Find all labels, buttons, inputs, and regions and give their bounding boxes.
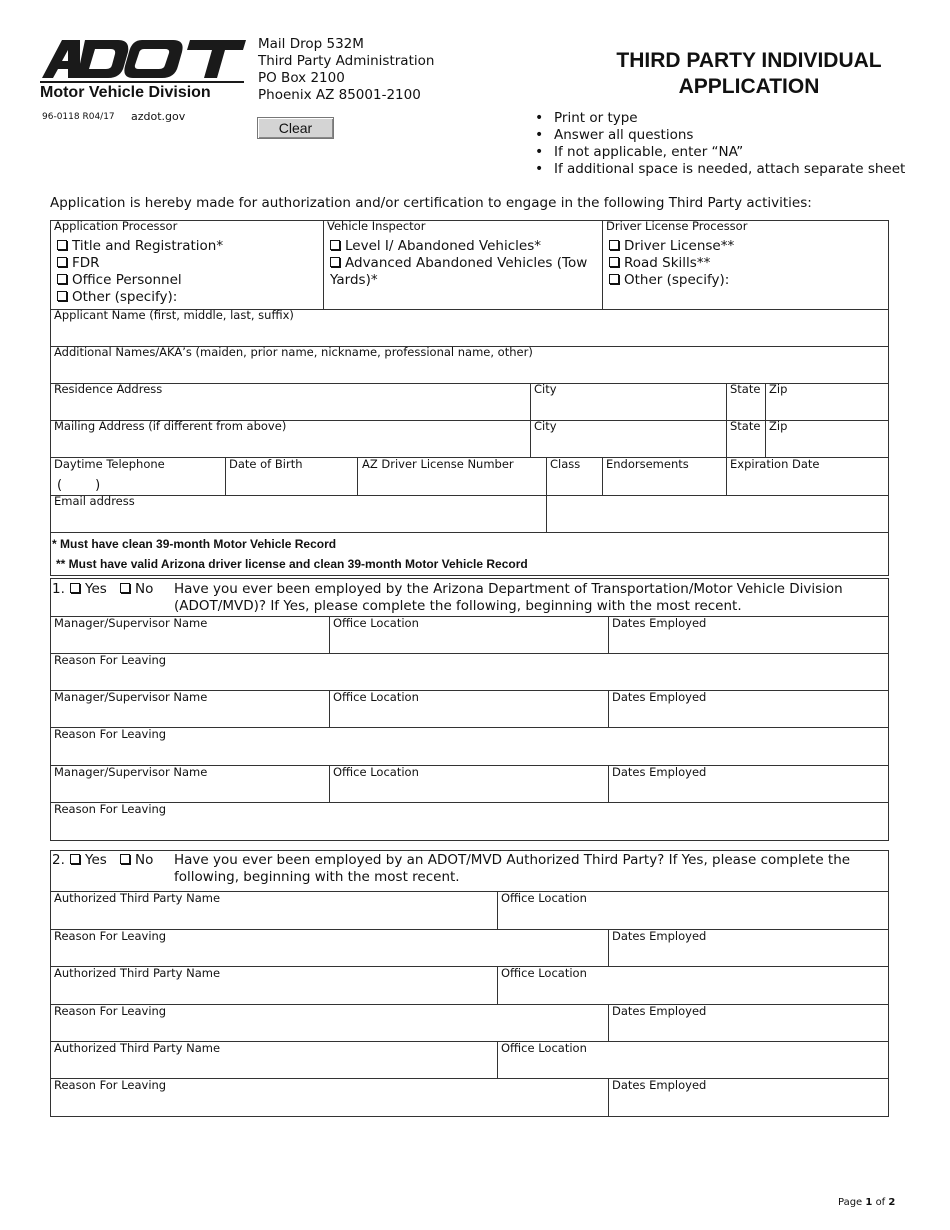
mail-line: PO Box 2100 [258, 70, 345, 86]
class-label: Class [550, 457, 581, 471]
q1-yes-checkbox[interactable]: Yes [70, 581, 107, 598]
instruction-item: • If additional space is needed, attach separate sheet [535, 161, 905, 178]
instruction-item: • If not applicable, enter “NA” [535, 144, 905, 161]
checkbox-icon [57, 291, 67, 301]
website: azdot.gov [131, 110, 186, 123]
office-label: Office Location [501, 966, 587, 980]
aka-label: Additional Names/AKA’s (maiden, prior name, nickname, professional name, other) [54, 345, 533, 359]
mail-line: Phoenix AZ 85001-2100 [258, 87, 421, 103]
app-processor-heading: Application Processor [54, 219, 178, 233]
residence-row [50, 383, 889, 421]
manager-label: Manager/Supervisor Name [54, 690, 208, 704]
city-label: City [534, 382, 557, 396]
checkbox-icon [609, 240, 619, 250]
state-label: State [730, 419, 761, 433]
q2-text-line: Have you ever been employed by an ADOT/MVD Authorized Third Party? If Yes, please complete the [174, 852, 851, 868]
checkbox-icon [70, 583, 80, 593]
checkbox-icon [120, 854, 130, 864]
dob-label: Date of Birth [229, 457, 303, 471]
instructions-list [535, 110, 905, 178]
title-line: THIRD PARTY INDIVIDUAL [616, 49, 882, 72]
dates-label: Dates Employed [612, 616, 707, 630]
checkbox-icon [120, 583, 130, 593]
reason-label: Reason For Leaving [54, 929, 167, 943]
q2-text-line: following, beginning with the most recent. [174, 869, 460, 885]
vehicle-inspector-heading: Vehicle Inspector [327, 219, 426, 233]
checkbox-icon [330, 257, 340, 267]
manager-label: Manager/Supervisor Name [54, 765, 208, 779]
dl-processor-heading: Driver License Processor [606, 219, 748, 233]
dates-label: Dates Employed [612, 929, 707, 943]
advanced-abandoned-continued: Yards)* [330, 272, 378, 288]
office-label: Office Location [333, 765, 419, 779]
office-label: Office Location [501, 1041, 587, 1055]
q1-text [174, 581, 843, 615]
zip-label: Zip [769, 419, 788, 433]
mail-line: Mail Drop 532M [258, 36, 364, 52]
city-label: City [534, 419, 557, 433]
checkbox-icon [609, 257, 619, 267]
checkbox-icon [609, 274, 619, 284]
dl-number-label: AZ Driver License Number [362, 457, 514, 471]
phone-label: Daytime Telephone [54, 457, 165, 471]
checkbox-level-one[interactable]: Level I/ Abandoned Vehicles* [330, 238, 541, 255]
email-row [50, 495, 889, 533]
q2-no-checkbox[interactable]: No [120, 852, 153, 869]
note-two: ** Must have valid Arizona driver license and clean 39-month Motor Vehicle Record [56, 557, 528, 571]
instruction-item: • Print or type [535, 110, 905, 127]
checkbox-icon [57, 240, 67, 250]
endorsements-label: Endorsements [606, 457, 689, 471]
checkbox-dl-other[interactable]: Other (specify): [609, 272, 729, 289]
checkbox-icon [70, 854, 80, 864]
reason-label: Reason For Leaving [54, 727, 167, 741]
note-one: * Must have clean 39-month Motor Vehicle Record [52, 537, 337, 551]
expiration-label: Expiration Date [730, 457, 820, 471]
division-name: Motor Vehicle Division [40, 84, 211, 101]
checkbox-road-skills[interactable]: Road Skills** [609, 255, 710, 272]
dates-label: Dates Employed [612, 690, 707, 704]
q1-text-line: Have you ever been employed by the Arizona Department of Transportation/Motor Vehicle Division [174, 581, 843, 597]
instruction-item: • Answer all questions [535, 127, 905, 144]
applicant-name-label: Applicant Name (first, middle, last, suffix) [54, 308, 294, 322]
reason-label: Reason For Leaving [54, 1004, 167, 1018]
checkbox-fdr[interactable]: FDR [57, 255, 100, 272]
checkbox-app-other[interactable]: Other (specify): [57, 289, 177, 306]
q1-text-line: (ADOT/MVD)? If Yes, please complete the following, beginning with the most recent. [174, 598, 742, 614]
q2-yes-checkbox[interactable]: Yes [70, 852, 107, 869]
state-label: State [730, 382, 761, 396]
clear-button[interactable]: Clear [257, 117, 334, 139]
email-label: Email address [54, 494, 135, 508]
q1-no-checkbox[interactable]: No [120, 581, 153, 598]
mailing-block [258, 36, 434, 104]
phone-area-code: ( ) [57, 478, 101, 493]
office-label: Office Location [333, 616, 419, 630]
reason-label: Reason For Leaving [54, 653, 167, 667]
page-number: Page 1 of 2 [838, 1197, 896, 1208]
dates-label: Dates Employed [612, 1078, 707, 1092]
reason-label: Reason For Leaving [54, 1078, 167, 1092]
checkbox-title-registration[interactable]: Title and Registration* [57, 238, 223, 255]
dates-label: Dates Employed [612, 1004, 707, 1018]
residence-label: Residence Address [54, 382, 163, 396]
checkbox-icon [57, 274, 67, 284]
q2-number: 2. [52, 852, 65, 868]
party-label: Authorized Third Party Name [54, 966, 221, 980]
form-code: 96-0118 R04/17 [42, 112, 115, 122]
checkbox-driver-license[interactable]: Driver License** [609, 238, 734, 255]
mailing-label: Mailing Address (if different from above) [54, 419, 287, 433]
office-label: Office Location [333, 690, 419, 704]
intro-text: Application is hereby made for authorization and/or certification to engage in the following Third Party activities: [50, 195, 812, 211]
office-label: Office Location [501, 891, 587, 905]
manager-label: Manager/Supervisor Name [54, 616, 208, 630]
q1-number: 1. [52, 581, 65, 597]
reason-label: Reason For Leaving [54, 802, 167, 816]
form-title [590, 48, 908, 100]
checkbox-icon [57, 257, 67, 267]
title-line: APPLICATION [678, 75, 820, 98]
checkbox-advanced-abandoned[interactable]: Advanced Abandoned Vehicles (Tow [330, 255, 587, 272]
mail-line: Third Party Administration [258, 53, 435, 69]
dates-label: Dates Employed [612, 765, 707, 779]
zip-label: Zip [769, 382, 788, 396]
checkbox-icon [330, 240, 340, 250]
checkbox-office-personnel[interactable]: Office Personnel [57, 272, 182, 289]
party-label: Authorized Third Party Name [54, 891, 221, 905]
q2-text [174, 852, 850, 886]
party-label: Authorized Third Party Name [54, 1041, 221, 1055]
